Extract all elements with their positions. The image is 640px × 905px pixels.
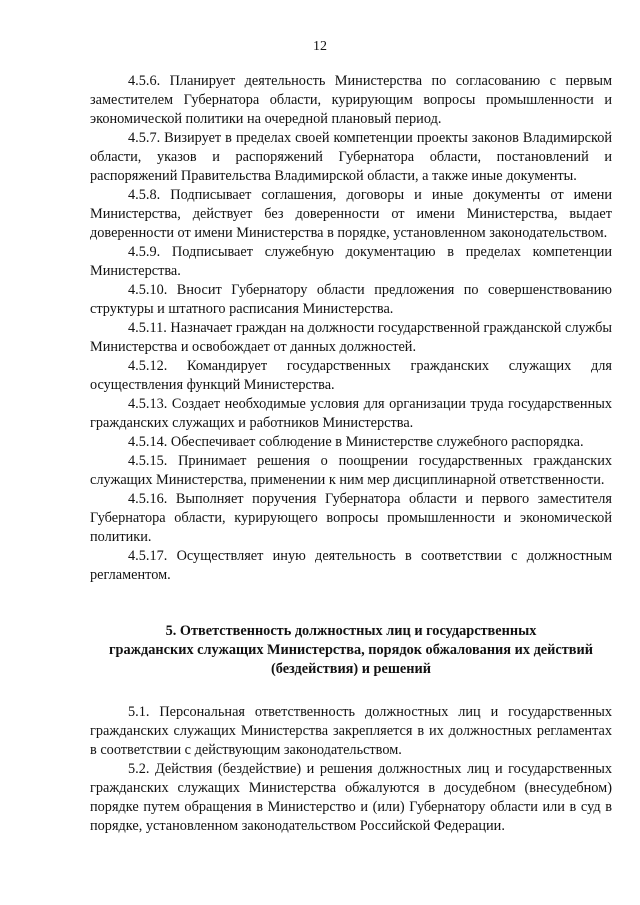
paragraph-4-5-12: 4.5.12. Командирует государственных гражданских служащих для осуществления функций Министерства. <box>90 358 612 393</box>
paragraph-4-5-14: 4.5.14. Обеспечивает соблюдение в Министерстве служебного распорядка. <box>128 434 584 450</box>
section-title-line-1: 5. Ответственность должностных лиц и государственных <box>165 623 537 639</box>
paragraph-4-5-11: 4.5.11. Назначает граждан на должности государственной гражданской службы Министерства и освобождает от данных должностей. <box>90 320 612 355</box>
paragraph-4-5-9: 4.5.9. Подписывает служебную документацию в пределах компетенции Министерства. <box>90 244 612 279</box>
paragraph-4-5-16: 4.5.16. Выполняет поручения Губернатора области и первого заместителя Губернатора области, курирующего вопросы промышленности и экономической политики. <box>90 491 612 545</box>
section-5-body <box>90 703 612 836</box>
paragraph-4-5-15: 4.5.15. Принимает решения о поощрении государственных гражданских служащих Министерства, применении к ним мер дисциплинарной ответственности. <box>90 453 612 488</box>
document-body <box>90 72 612 585</box>
section-5 <box>90 622 612 836</box>
paragraph-4-5-17: 4.5.17. Осуществляет иную деятельность в соответствии с должностным регламентом. <box>90 548 612 583</box>
paragraph-5-1: 5.1. Персональная ответственность должностных лиц и государственных гражданских служащих Министерства закрепляется в их должностных регламентах в соответствии с действующим законодательством. <box>90 704 612 758</box>
paragraph-4-5-8: 4.5.8. Подписывает соглашения, договоры и иные документы от имени Министерства, действует без доверенности от имени Министерства, выдает доверенности от имени Министерства в порядке, установленном законодательством. <box>90 187 612 241</box>
paragraph-5-2: 5.2. Действия (бездействие) и решения должностных лиц и государственных гражданских служащих Министерства обжалуются в досудебном (внесудебном) порядке путем обращения в Министерство и (или) Губернатору области или в суд в порядке, установленном законодательством Российской Федерации. <box>90 761 612 834</box>
paragraph-4-5-13: 4.5.13. Создает необходимые условия для организации труда государственных гражданских служащих и работников Министерства. <box>90 396 612 431</box>
section-title-line-2: гражданских служащих Министерства, порядок обжалования их действий <box>109 642 593 658</box>
page-number: 12 <box>313 39 327 54</box>
paragraph-4-5-6: 4.5.6. Планирует деятельность Министерства по согласованию с первым заместителем Губернатора области, курирующим вопросы промышленности и экономической политики на очередной плановый период. <box>90 73 612 127</box>
paragraph-4-5-10: 4.5.10. Вносит Губернатору области предложения по совершенствованию структуры и штатного расписания Министерства. <box>90 282 612 317</box>
paragraph-4-5-7: 4.5.7. Визирует в пределах своей компетенции проекты законов Владимирской области, указов и распоряжений Губернатора области, постановлений и распоряжений Правительства Владимирской области, а также иные документы. <box>90 130 612 184</box>
section-title-line-3: (бездействия) и решений <box>270 661 431 677</box>
